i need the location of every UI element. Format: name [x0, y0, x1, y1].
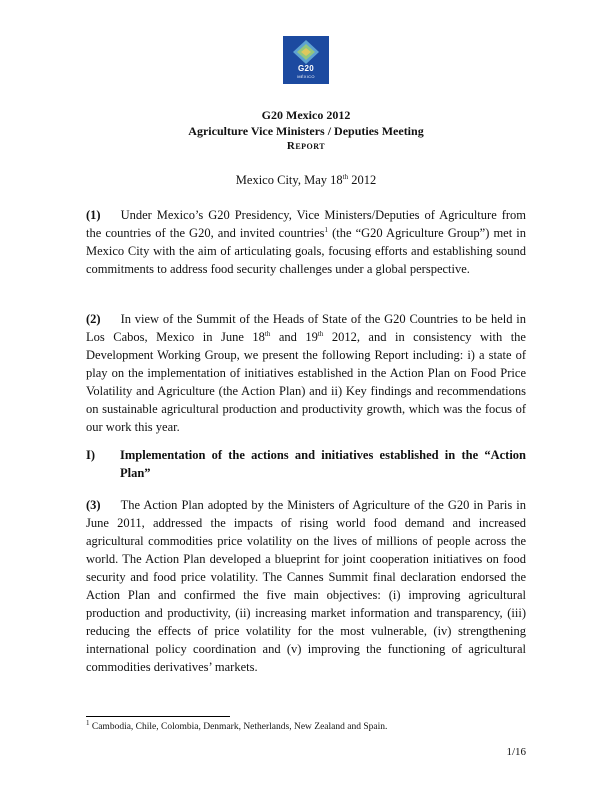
- date-prefix: Mexico City, May 18: [235, 173, 343, 187]
- document-type: Report: [286, 140, 326, 152]
- paragraph-text-continued: 2012, and in consistency with the Development Working Group, we present the following Report including: i) a state of play on the implementation of initiatives established in the Action Plan on Food Price Volatility and Agriculture (the Action Plan) and ii) Key findings and recommendations on sustainable agricultural production and productivity growth, which was the focus of our work this year.: [86, 330, 526, 434]
- footnote-text: Cambodia, Chile, Colombia, Denmark, Netherlands, New Zealand and Spain.: [89, 722, 388, 732]
- paragraph-text: The Action Plan adopted by the Ministers of Agriculture of the G20 in Paris in June 2011, addressed the impacts of rising world food demand and increased agricultural commodities price volatility on the lives of millions of people across the world. The Action Plan developed a blueprint for joint cooperation initiatives on food security and food price volatility. The Cannes Summit final declaration endorsed the Action Plan and confirmed the five main objectives: (i) improving agricultural production and productivity, (ii) increasing market information and transparency, (iii) reducing the effects of price volatility for the most vulnerable, (iv) strengthening international policy coordination and (v) improving the functioning of agricultural commodities derivatives’ markets.: [86, 498, 526, 674]
- paragraph-number: (1): [86, 208, 101, 222]
- paragraph-text-continued: (the “G20 Agriculture Group”) met in Mexico City with the aim of articulating goals, focusing efforts and establishing sound commitments to address food security challenges under a global perspective.: [86, 226, 526, 276]
- paragraph-number: (3): [86, 498, 101, 512]
- g20-mexico-logo: [283, 36, 329, 84]
- logo-mexico-text: MÉXICO: [297, 74, 315, 79]
- date-year: 2012: [348, 173, 377, 187]
- ordinal-suffix: th: [317, 329, 324, 338]
- section-heading-1: [86, 446, 526, 482]
- footnote-reference: 1: [324, 225, 329, 234]
- section-title: Implementation of the actions and initiatives established in the “Action Plan”: [120, 448, 526, 480]
- place-and-date: [0, 173, 612, 188]
- page-number: 1/16: [506, 746, 526, 758]
- document-subtitle: Agriculture Vice Ministers / Deputies Meeting: [188, 124, 424, 138]
- logo-g20-text: G20: [297, 64, 315, 73]
- paragraph-1: [86, 206, 526, 278]
- paragraph-number: (2): [86, 312, 101, 326]
- footnote-mark: 1: [86, 718, 90, 727]
- paragraph-text: Under Mexico’s G20 Presidency, Vice Ministers/Deputies of Agriculture from the countries of the G20, and invited countries: [86, 208, 526, 240]
- ordinal-suffix: th: [264, 329, 271, 338]
- paragraph-text: In view of the Summit of the Heads of State of the G20 Countries to be held in Los Cabos, Mexico in June 18: [86, 312, 526, 344]
- date-ordinal: th: [342, 172, 349, 181]
- section-number: I): [86, 448, 96, 462]
- paragraph-3: [86, 496, 526, 676]
- paragraph-text-continued: and 19: [270, 330, 318, 344]
- paragraph-2: [86, 310, 526, 436]
- footnote: [86, 718, 388, 732]
- document-title: G20 Mexico 2012: [261, 108, 351, 122]
- footnote-divider: [86, 716, 230, 717]
